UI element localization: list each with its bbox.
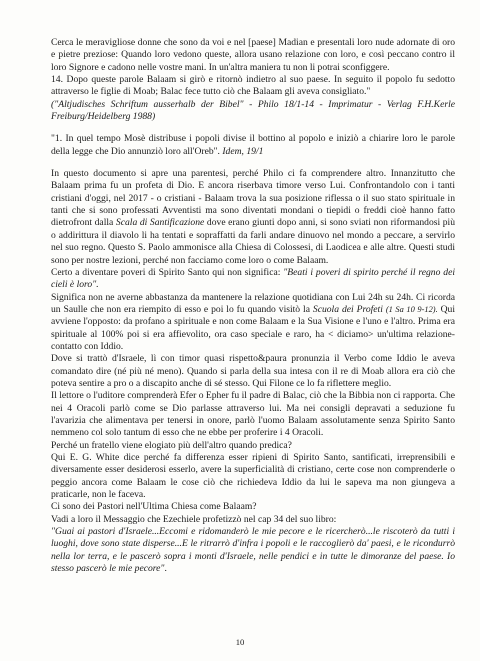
spacer <box>51 123 455 133</box>
paragraph-1: Cerca le meravigliose donne che sono da voi e nel [paese] Madian e presentali loro nude adornate di oro e pietre preziose: Quando loro vedono queste, allora usano relazione con loro, e così peccano contro il loro Signore e cadono nelle vostre mani. In un'altra maniera tu non li potrai sconfiggere. <box>51 37 455 73</box>
spacer <box>51 158 455 168</box>
scala-santificazione: Scala di Santificazione <box>115 217 205 229</box>
bible-ref: (1 Sa 10 9-12). <box>385 304 438 314</box>
text-column <box>51 37 455 575</box>
paragraph-beati: Certo a diventare poveri di Spirito Santo qui non significa: "Beati i poveri di spirito perché il regno dei cieli è loro". <box>51 266 455 291</box>
paragraph-lettore: Il lettore o l'uditore comprenderà Efer o Epher fu il padre di Balac, ciò che la Bibbia non ci rapporta. Che nei 4 Oracoli parlò come se Dio parlasse attraverso lui. Ma nei consigli depravati a seduzione fu l'avarizia che alimentava per tenersi in onore, parlò l'uomo Balaam assolutamente senza Spirito Santo nemmeno col solo tantum di esso che ne ebbe per proferire i 4 Oracoli. <box>51 390 455 439</box>
paragraph-ezechiele-quote: "Guai ai pastori d'Israele...Eccomi e ridomanderò le mie pecore e le ricercherò...le riscoterò da tutti i luoghi, dove sono state disperse...E le ritrarrò d'infra i popoli e le raccoglierò da' paesi, e le ricondurrò nella lor terra, e le pascerò sopra i monti d'Israele, nelle pendici e in tutte le dimoranze del paese. Io stesso pascerò le mie pecore". <box>51 526 455 575</box>
citation-source: ("Altjudisches Schriftum ausserhalb der Bibel" - Philo 18/1-14 - Imprimatur - Verlag F.H.Kerle Freiburg/Heidelberg 1988) <box>51 98 455 123</box>
paragraph-quote-oreb: "1. In quel tempo Mosè distribuse i popoli divise il bottino al popolo e iniziò a chiarire loro le parole della legge che Dio annunziò loro all'Oreb". Idem, 19/1 <box>51 133 455 157</box>
paragraph-saulle: Significa non ne averne abbastanza da mantenere la relazione quotidiana con Lui 24h su 24h. Ci ricorda un Saulle che non era riempito di esso e poi lo fu quando visitò la Scuola dei Profeti (1 Sa 10 9-12). Qui avviene l'opposto: da profano a spirituale e non come Balaam e la Sua Visione e l'uno e l'altro. Prima era spirituale al 100% poi si era affievolito, ora caso speciale e raro, ha < diciamo> un'ultima relazione-contatto con Iddio. <box>51 291 455 352</box>
paragraph-parentesi: In questo documento si apre una parentesi, perché Philo ci fa comprendere altro. Innanzitutto che Balaam prima fu un profeta di Dio. E ancora riserbava timore verso Lui. Confrontandolo con i tanti cristiani d'oggi, nel 2017 - o cristiani - Balaam trova la sua posizione riflessa o il suo stato spirituale in tanti che si sono professati Avventisti ma sono diventati mondani o tiepidi o freddi cioè hanno fatto dietrofront dalla Scala di Santificazione dove erano giunti dopo anni, si sono sviati non riformandosi più o addirittura il diavolo li ha tentati e sopraffatti da farli andare dinuovo nel mondo a peccare, a servirlo nel suo regno. Questo S. Paolo ammonisce alla Chiesa di Colossesi, di Laodicea e alle altre. Questi studi sono per nostre lezioni, perché non facciamo come loro o come Balaam. <box>51 168 456 266</box>
paragraph-question-1: Perché un fratello viene elogiato più dell'altro quando predica? <box>51 439 292 451</box>
paragraph-white: Qui E. G. White dice perché fa differenza esser ripieni di Spirito Santo, santificati, irreprensibili e diversamente esser desiderosi esserlo, avere la superficialità di cristiano, certe cose non comprenderle o peggio ancora come Balaam le cose ciò che richiedeva Iddio da lui le sapeva ma non giungeva a praticarle, non le faceva. <box>51 452 455 501</box>
page-number: 10 <box>235 637 245 647</box>
paragraph-2: 14. Dopo queste parole Balaam si girò e ritornò indietro al suo paese. In seguito il popolo fu sedotto attraverso le figlie di Moab; Balac fece tutto ciò che Balaam gli aveva consigliato." <box>51 74 455 98</box>
paragraph-israele: Dove si trattò d'Israele, lì con timor quasi rispetto&paura pronunzia il Verbo come Iddio le aveva comandato dire (né più né meno). Quando si parla della sua intesa con il re di Moab allora era ciò che poteva sentire a pro o a discapito anche di sé stesso. Qui Filone ce lo fa riflettere meglio. <box>51 353 455 389</box>
paragraph-question-2: Ci sono dei Pastori nell'Ultima Chiesa come Balaam? <box>51 501 257 513</box>
scuola-profeti: Scuola dei Profeti <box>312 303 383 315</box>
paragraph-ezechiele: Vadi a loro il Messaggio che Ezechiele profetizzò nel cap 34 del suo libro: <box>51 513 337 525</box>
beati-quote: "Beati i poveri di spirito perché il regno dei cieli è loro". <box>51 266 455 291</box>
citation-idem: Idem, 19/1 <box>222 145 264 157</box>
